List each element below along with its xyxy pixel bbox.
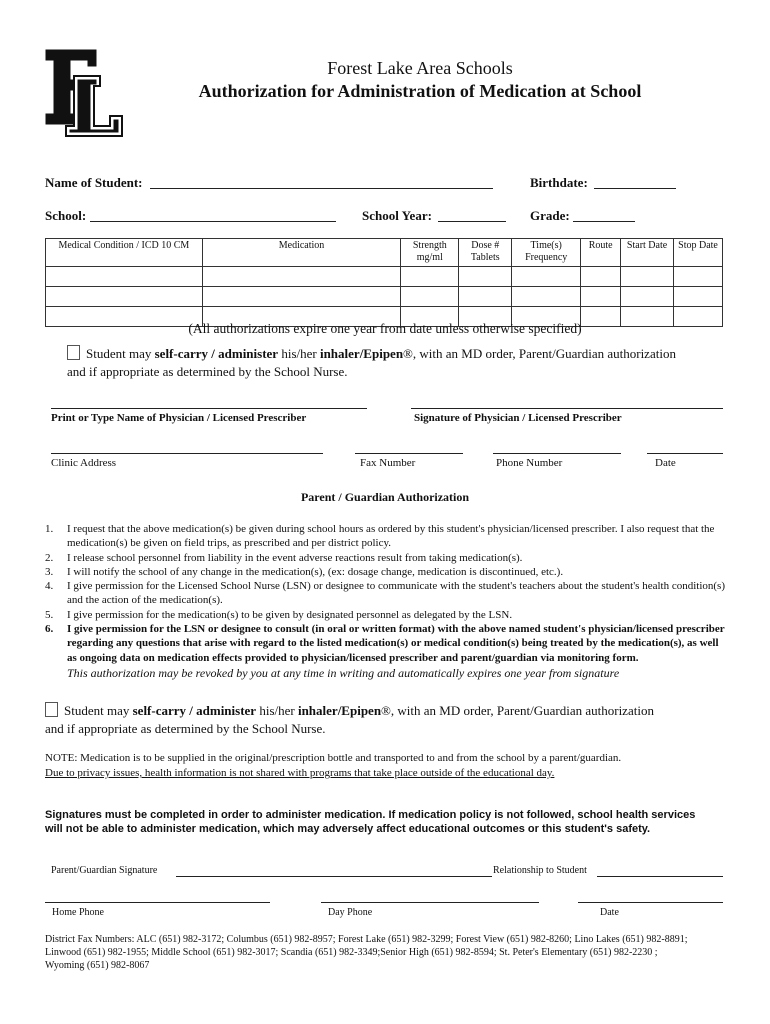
list-item — [45, 622, 725, 665]
medication-table — [45, 238, 723, 327]
fax-numbers-line2: Linwood (651) 982-1955; Middle School (651) 982-3017; Scandia (651) 982-3349;Senior High (651) 982-8594; St. Peter's Elementary (651) 982-2230 ; — [45, 947, 658, 958]
student-name-field[interactable] — [150, 188, 493, 189]
table-header-row — [46, 239, 723, 267]
school-field[interactable] — [90, 221, 336, 222]
physician-signature-field[interactable] — [411, 408, 723, 409]
table-cell[interactable] — [202, 267, 401, 287]
list-item — [45, 551, 725, 565]
signature-warning-line1: Signatures must be completed in order to administer medication. If medication policy is not followed, school health services — [45, 809, 696, 821]
self-carry-statement-parent — [45, 702, 654, 719]
self-carry-line2: and if appropriate as determined by the School Nurse. — [45, 721, 326, 736]
table-header: Route — [581, 239, 621, 267]
fax-field[interactable] — [355, 453, 463, 454]
relationship-field[interactable] — [597, 876, 723, 877]
list-number: 2. — [45, 551, 54, 564]
phone-field[interactable] — [493, 453, 621, 454]
day-phone-field[interactable] — [321, 902, 539, 903]
text-part: his/her — [256, 703, 298, 718]
parent-section-title: Parent / Guardian Authorization — [300, 490, 470, 504]
parent-signature-label: Parent/Guardian Signature — [51, 865, 158, 876]
school-label: School: — [45, 208, 87, 223]
supply-note: NOTE: Medication is to be supplied in the original/prescription bottle and transported to and from the school by a parent/guardian. — [45, 752, 622, 764]
table-header: Start Date — [621, 239, 674, 267]
text-part: ®, with an MD order, Parent/Guardian authorization — [403, 346, 676, 361]
parent-date-field[interactable] — [578, 902, 723, 903]
grade-field[interactable] — [573, 221, 635, 222]
list-number: 3. — [45, 565, 54, 578]
table-cell[interactable] — [459, 267, 512, 287]
table-cell[interactable] — [401, 267, 459, 287]
day-phone-label: Day Phone — [328, 907, 373, 918]
table-header: Time(s) Frequency — [512, 239, 581, 267]
privacy-note: Due to privacy issues, health information is not shared with programs that take place outside of the educational day. — [45, 767, 555, 779]
table-cell[interactable] — [621, 287, 674, 307]
table-cell[interactable] — [674, 267, 723, 287]
home-phone-field[interactable] — [45, 902, 270, 903]
home-phone-label: Home Phone — [52, 907, 104, 918]
table-cell[interactable] — [512, 267, 581, 287]
parent-date-label: Date — [600, 907, 619, 918]
birthdate-label: Birthdate: — [530, 175, 588, 190]
list-number: 6. — [45, 623, 54, 636]
table-cell[interactable] — [512, 287, 581, 307]
table-cell[interactable] — [202, 287, 401, 307]
phone-label: Phone Number — [496, 457, 563, 469]
relationship-label: Relationship to Student — [493, 865, 587, 876]
parent-signature-field[interactable] — [176, 876, 492, 877]
district-name: Forest Lake Area Schools — [327, 58, 513, 78]
text-part-bold: self-carry / administer — [154, 346, 279, 361]
table-cell[interactable] — [401, 287, 459, 307]
table-cell[interactable] — [459, 287, 512, 307]
table-header: Stop Date — [674, 239, 723, 267]
table-row — [46, 287, 723, 307]
table-cell[interactable] — [581, 267, 621, 287]
physician-name-label: Print or Type Name of Physician / Licensed Prescriber — [51, 412, 307, 424]
table-cell[interactable] — [46, 267, 203, 287]
table-cell[interactable] — [46, 287, 203, 307]
text-part: his/her — [278, 346, 320, 361]
self-carry-statement-physician — [67, 345, 676, 362]
list-item — [45, 522, 725, 551]
clinic-address-field[interactable] — [51, 453, 323, 454]
table-cell[interactable] — [621, 267, 674, 287]
grade-label: Grade: — [530, 208, 570, 223]
self-carry-checkbox[interactable] — [67, 345, 80, 360]
form-title: Authorization for Administration of Medication at School — [198, 81, 642, 101]
list-text: I give permission for the LSN or designee to consult (in oral or written format) with the above named student's physician/licensed prescriber regarding any questions that arise with regard to the listed medication(s) or medical condition(s) being treated by the medication(s), as well as ongoing data on medication effects provided to physician/licensed prescriber and parent/guardian via monitoring form. — [67, 623, 725, 664]
list-text: I give permission for the Licensed School Nurse (LSN) or designee to communicate with the student's teachers about the student's health condition(s) and the action of the medication(s). — [67, 580, 725, 607]
fax-label: Fax Number — [360, 457, 416, 469]
text-part: Student may — [86, 346, 155, 361]
signature-warning-line2: will not be able to administer medication, which may adversely affect educational outcomes or this student's safety. — [45, 823, 651, 835]
physician-date-field[interactable] — [647, 453, 723, 454]
fax-numbers-line3: Wyoming (651) 982-8067 — [45, 960, 150, 971]
self-carry-checkbox[interactable] — [45, 702, 58, 717]
physician-signature-label: Signature of Physician / Licensed Prescriber — [414, 412, 622, 424]
birthdate-field[interactable] — [594, 188, 676, 189]
list-number: 5. — [45, 608, 54, 621]
authorization-list — [45, 522, 725, 680]
list-number: 4. — [45, 580, 54, 593]
list-item — [45, 565, 725, 579]
school-year-label: School Year: — [362, 208, 432, 223]
clinic-address-label: Clinic Address — [51, 457, 117, 469]
table-cell[interactable] — [674, 287, 723, 307]
text-part-bold: inhaler/Epipen — [297, 703, 382, 718]
text-part: Student may — [64, 703, 133, 718]
list-item — [45, 608, 725, 622]
fax-numbers-line1: District Fax Numbers: ALC (651) 982-3172; Columbus (651) 982-8957; Forest Lake (651) 982-3299; Forest View (651) 982-8260; Lino Lakes (651) 982-8891; — [45, 934, 688, 945]
list-item — [45, 579, 725, 608]
list-text: I request that the above medication(s) be given during school hours as ordered by this student's physician/licensed prescriber. I also request that the medication(s) be given on field trips, as prescribed and per district policy. — [67, 523, 715, 550]
table-row — [46, 267, 723, 287]
self-carry-line2: and if appropriate as determined by the School Nurse. — [67, 364, 348, 379]
list-text: I give permission for the medication(s) to be given by designated personnel as delegated by the LSN. — [67, 608, 513, 621]
student-name-label: Name of Student: — [45, 175, 143, 190]
list-text: I release school personnel from liability in the event adverse reactions result from taking medication(s). — [67, 551, 523, 564]
text-part-bold: inhaler/Epipen — [319, 346, 404, 361]
table-header: Strength mg/ml — [401, 239, 459, 267]
text-part-bold: self-carry / administer — [132, 703, 257, 718]
revoke-note: This authorization may be revoked by you at any time in writing and automatically expires one year from signature — [67, 665, 620, 680]
list-number: 1. — [45, 523, 54, 535]
expiry-note: (All authorizations expire one year from date unless otherwise specified) — [188, 321, 582, 336]
table-header: Dose # Tablets — [459, 239, 512, 267]
table-header: Medication — [202, 239, 401, 267]
physician-date-label: Date — [655, 457, 676, 469]
table-header: Medical Condition / ICD 10 CM — [46, 239, 203, 267]
table-cell[interactable] — [581, 287, 621, 307]
text-part: ®, with an MD order, Parent/Guardian authorization — [381, 703, 654, 718]
list-text: I will notify the school of any change in the medication(s), (ex: dosage change, medication is discontinued, etc.). — [67, 565, 564, 578]
physician-name-field[interactable] — [51, 408, 367, 409]
school-year-field[interactable] — [438, 221, 506, 222]
